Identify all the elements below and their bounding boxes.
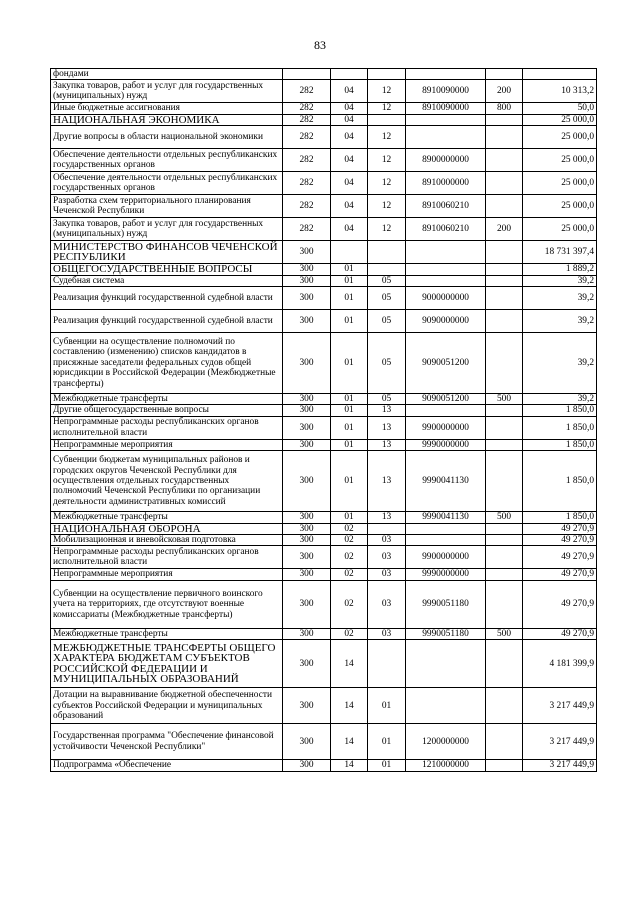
amount-cell: 25 000,0 <box>523 114 597 125</box>
ministry-code-cell: 300 <box>283 569 331 580</box>
page-number: 83 <box>314 38 326 52</box>
target-article-code-cell: 1210000000 <box>406 760 486 771</box>
target-article-code-cell: 9090051200 <box>406 394 486 405</box>
row-name-cell: Непрограммные расходы республиканских органов исполнительной власти <box>51 546 283 569</box>
expense-type-code-cell <box>486 126 523 149</box>
target-article-code-cell: 9990051180 <box>406 580 486 628</box>
row-name-cell: Непрограммные расходы республиканских органов исполнительной власти <box>51 416 283 439</box>
ministry-code-cell: 300 <box>283 241 331 264</box>
target-article-code-cell <box>406 523 486 534</box>
target-article-code-cell <box>406 405 486 416</box>
amount-cell: 25 000,0 <box>523 126 597 149</box>
row-name-cell: Другие вопросы в области национальной экономики <box>51 126 283 149</box>
expense-type-code-cell <box>486 333 523 394</box>
section-code-cell: 04 <box>331 126 368 149</box>
ministry-code-cell: 282 <box>283 114 331 125</box>
amount-cell: 49 270,9 <box>523 546 597 569</box>
expense-type-code-cell <box>486 275 523 286</box>
target-article-code-cell: 9000000000 <box>406 287 486 310</box>
target-article-code-cell: 9990051180 <box>406 628 486 639</box>
row-name-cell: Другие общегосударственные вопросы <box>51 405 283 416</box>
ministry-code-cell: 300 <box>283 688 331 724</box>
subsection-code-cell: 05 <box>368 394 406 405</box>
amount-cell: 3 217 449,9 <box>523 688 597 724</box>
amount-cell: 39,2 <box>523 394 597 405</box>
table-row <box>51 333 597 394</box>
amount-cell: 49 270,9 <box>523 523 597 534</box>
table-row <box>51 546 597 569</box>
amount-cell: 1 850,0 <box>523 512 597 523</box>
amount-cell: 25 000,0 <box>523 172 597 195</box>
subsection-code-cell <box>368 523 406 534</box>
amount-cell <box>523 69 597 80</box>
target-article-code-cell: 9900000000 <box>406 546 486 569</box>
ministry-code-cell: 282 <box>283 126 331 149</box>
row-name-cell: Судебная система <box>51 275 283 286</box>
ministry-code-cell: 300 <box>283 724 331 760</box>
table-row <box>51 172 597 195</box>
subsection-code-cell <box>368 241 406 264</box>
section-code-cell: 04 <box>331 172 368 195</box>
subsection-code-cell: 01 <box>368 688 406 724</box>
ministry-code-cell: 300 <box>283 628 331 639</box>
row-name-cell: Закупка товаров, работ и услуг для государственных (муниципальных) нужд <box>51 218 283 241</box>
subsection-code-cell <box>368 264 406 275</box>
subsection-code-cell: 05 <box>368 275 406 286</box>
section-code-cell: 01 <box>331 310 368 333</box>
row-name-cell: Подпрограмма «Обеспечение <box>51 760 283 771</box>
row-name-cell: Закупка товаров, работ и услуг для государственных (муниципальных) нужд <box>51 80 283 103</box>
section-code-cell: 01 <box>331 439 368 450</box>
amount-cell: 39,2 <box>523 275 597 286</box>
section-code-cell: 02 <box>331 546 368 569</box>
subsection-code-cell: 12 <box>368 149 406 172</box>
ministry-code-cell: 300 <box>283 439 331 450</box>
target-article-code-cell <box>406 264 486 275</box>
expense-type-code-cell <box>486 580 523 628</box>
amount-cell: 1 850,0 <box>523 405 597 416</box>
table-row <box>51 69 597 80</box>
expense-type-code-cell: 500 <box>486 512 523 523</box>
subsection-code-cell: 12 <box>368 172 406 195</box>
row-name-cell: НАЦИОНАЛЬНАЯ ЭКОНОМИКА <box>51 114 283 125</box>
subsection-code-cell: 01 <box>368 724 406 760</box>
amount-cell: 18 731 397,4 <box>523 241 597 264</box>
ministry-code-cell: 300 <box>283 512 331 523</box>
row-name-cell: ОБЩЕГОСУДАРСТВЕННЫЕ ВОПРОСЫ <box>51 264 283 275</box>
section-code-cell: 04 <box>331 195 368 218</box>
table-row <box>51 688 597 724</box>
section-code-cell: 01 <box>331 512 368 523</box>
section-code-cell <box>331 69 368 80</box>
expense-type-code-cell <box>486 149 523 172</box>
row-name-cell: Непрограммные мероприятия <box>51 569 283 580</box>
table-row <box>51 405 597 416</box>
section-code-cell: 01 <box>331 416 368 439</box>
subsection-code-cell <box>368 640 406 688</box>
subsection-code-cell: 03 <box>368 580 406 628</box>
expense-type-code-cell <box>486 416 523 439</box>
amount-cell: 1 850,0 <box>523 416 597 439</box>
table-row <box>51 394 597 405</box>
expense-type-code-cell: 200 <box>486 80 523 103</box>
row-name-cell: Субвенции бюджетам муниципальных районов и городских округов Чеченской Республики для осуществления отдельных государственных полномочий Чеченской Республики по организации деятельности административных комиссий <box>51 451 283 512</box>
section-code-cell: 04 <box>331 103 368 114</box>
table-row <box>51 760 597 771</box>
expense-type-code-cell <box>486 760 523 771</box>
amount-cell: 3 217 449,9 <box>523 724 597 760</box>
table-row <box>51 103 597 114</box>
expense-type-code-cell <box>486 546 523 569</box>
row-name-cell: Дотации на выравнивание бюджетной обеспеченности субъектов Российской Федерации и муниципальных образований <box>51 688 283 724</box>
row-name-cell: Реализация функций государственной судебной власти <box>51 287 283 310</box>
target-article-code-cell <box>406 535 486 546</box>
row-name-cell: Непрограммные мероприятия <box>51 439 283 450</box>
target-article-code-cell: 8910090000 <box>406 103 486 114</box>
target-article-code-cell: 1200000000 <box>406 724 486 760</box>
table-row <box>51 80 597 103</box>
section-code-cell: 04 <box>331 114 368 125</box>
target-article-code-cell <box>406 69 486 80</box>
table-row <box>51 628 597 639</box>
ministry-code-cell: 300 <box>283 535 331 546</box>
amount-cell: 4 181 399,9 <box>523 640 597 688</box>
expense-type-code-cell <box>486 405 523 416</box>
row-name-cell: Обеспечение деятельности отдельных республиканских государственных органов <box>51 172 283 195</box>
target-article-code-cell: 8910060210 <box>406 218 486 241</box>
row-name-cell: Иные бюджетные ассигнования <box>51 103 283 114</box>
amount-cell: 49 270,9 <box>523 569 597 580</box>
subsection-code-cell: 03 <box>368 535 406 546</box>
ministry-code-cell: 300 <box>283 580 331 628</box>
expense-type-code-cell <box>486 114 523 125</box>
target-article-code-cell: 9990041130 <box>406 451 486 512</box>
ministry-code-cell: 300 <box>283 275 331 286</box>
amount-cell: 39,2 <box>523 310 597 333</box>
section-code-cell: 14 <box>331 724 368 760</box>
budget-table <box>50 68 597 772</box>
section-code-cell: 01 <box>331 394 368 405</box>
ministry-code-cell: 300 <box>283 523 331 534</box>
row-name-cell: Реализация функций государственной судебной власти <box>51 310 283 333</box>
expense-type-code-cell <box>486 195 523 218</box>
row-name-cell: Государственная программа "Обеспечение финансовой устойчивости Чеченской Республики" <box>51 724 283 760</box>
table-row <box>51 126 597 149</box>
expense-type-code-cell <box>486 640 523 688</box>
expense-type-code-cell <box>486 535 523 546</box>
amount-cell: 49 270,9 <box>523 628 597 639</box>
expense-type-code-cell <box>486 451 523 512</box>
section-code-cell: 02 <box>331 523 368 534</box>
row-name-cell: НАЦИОНАЛЬНАЯ ОБОРОНА <box>51 523 283 534</box>
expense-type-code-cell <box>486 69 523 80</box>
ministry-code-cell: 282 <box>283 103 331 114</box>
ministry-code-cell: 300 <box>283 760 331 771</box>
section-code-cell: 02 <box>331 569 368 580</box>
subsection-code-cell: 13 <box>368 512 406 523</box>
subsection-code-cell: 12 <box>368 80 406 103</box>
table-row <box>51 724 597 760</box>
table-row <box>51 451 597 512</box>
amount-cell: 49 270,9 <box>523 580 597 628</box>
target-article-code-cell: 9090051200 <box>406 333 486 394</box>
subsection-code-cell: 05 <box>368 333 406 394</box>
ministry-code-cell: 300 <box>283 451 331 512</box>
target-article-code-cell: 8910090000 <box>406 80 486 103</box>
subsection-code-cell: 13 <box>368 405 406 416</box>
target-article-code-cell: 9090000000 <box>406 310 486 333</box>
table-row <box>51 275 597 286</box>
table-row <box>51 569 597 580</box>
target-article-code-cell <box>406 126 486 149</box>
target-article-code-cell: 8900000000 <box>406 149 486 172</box>
row-name-cell: фондами <box>51 69 283 80</box>
subsection-code-cell: 12 <box>368 103 406 114</box>
target-article-code-cell <box>406 241 486 264</box>
table-row <box>51 640 597 688</box>
ministry-code-cell: 300 <box>283 287 331 310</box>
ministry-code-cell <box>283 69 331 80</box>
subsection-code-cell: 03 <box>368 546 406 569</box>
expense-type-code-cell <box>486 688 523 724</box>
expense-type-code-cell <box>486 523 523 534</box>
table-row <box>51 512 597 523</box>
ministry-code-cell: 282 <box>283 80 331 103</box>
expense-type-code-cell: 200 <box>486 218 523 241</box>
target-article-code-cell: 9990000000 <box>406 439 486 450</box>
ministry-code-cell: 300 <box>283 264 331 275</box>
ministry-code-cell: 300 <box>283 405 331 416</box>
amount-cell: 25 000,0 <box>523 149 597 172</box>
row-name-cell: Межбюджетные трансферты <box>51 512 283 523</box>
subsection-code-cell: 13 <box>368 439 406 450</box>
table-row <box>51 287 597 310</box>
subsection-code-cell: 03 <box>368 569 406 580</box>
table-row <box>51 195 597 218</box>
target-article-code-cell <box>406 275 486 286</box>
subsection-code-cell: 13 <box>368 451 406 512</box>
amount-cell: 25 000,0 <box>523 195 597 218</box>
expense-type-code-cell: 500 <box>486 394 523 405</box>
section-code-cell: 02 <box>331 535 368 546</box>
amount-cell: 49 270,9 <box>523 535 597 546</box>
ministry-code-cell: 300 <box>283 640 331 688</box>
subsection-code-cell: 05 <box>368 310 406 333</box>
subsection-code-cell: 12 <box>368 218 406 241</box>
amount-cell: 3 217 449,9 <box>523 760 597 771</box>
table-row <box>51 241 597 264</box>
expense-type-code-cell <box>486 264 523 275</box>
target-article-code-cell: 9990041130 <box>406 512 486 523</box>
target-article-code-cell: 9900000000 <box>406 416 486 439</box>
section-code-cell: 04 <box>331 80 368 103</box>
amount-cell: 10 313,2 <box>523 80 597 103</box>
expense-type-code-cell: 800 <box>486 103 523 114</box>
ministry-code-cell: 300 <box>283 394 331 405</box>
subsection-code-cell <box>368 114 406 125</box>
row-name-cell: Обеспечение деятельности отдельных республиканских государственных органов <box>51 149 283 172</box>
ministry-code-cell: 300 <box>283 333 331 394</box>
ministry-code-cell: 282 <box>283 218 331 241</box>
ministry-code-cell: 300 <box>283 310 331 333</box>
ministry-code-cell: 300 <box>283 416 331 439</box>
section-code-cell: 01 <box>331 451 368 512</box>
section-code-cell: 01 <box>331 287 368 310</box>
table-row <box>51 523 597 534</box>
table-row <box>51 580 597 628</box>
target-article-code-cell: 8910000000 <box>406 172 486 195</box>
ministry-code-cell: 282 <box>283 172 331 195</box>
amount-cell: 50,0 <box>523 103 597 114</box>
section-code-cell: 01 <box>331 275 368 286</box>
expense-type-code-cell <box>486 172 523 195</box>
row-name-cell: Межбюджетные трансферты <box>51 628 283 639</box>
table-row <box>51 218 597 241</box>
subsection-code-cell: 12 <box>368 195 406 218</box>
amount-cell: 39,2 <box>523 287 597 310</box>
expense-type-code-cell <box>486 569 523 580</box>
subsection-code-cell: 13 <box>368 416 406 439</box>
amount-cell: 1 889,2 <box>523 264 597 275</box>
section-code-cell <box>331 241 368 264</box>
ministry-code-cell: 282 <box>283 195 331 218</box>
table-row <box>51 264 597 275</box>
target-article-code-cell <box>406 640 486 688</box>
section-code-cell: 01 <box>331 405 368 416</box>
table-row <box>51 310 597 333</box>
section-code-cell: 04 <box>331 218 368 241</box>
row-name-cell: МЕЖБЮДЖЕТНЫЕ ТРАНСФЕРТЫ ОБЩЕГО ХАРАКТЕРА БЮДЖЕТАМ СУБЪЕКТОВ РОССИЙСКОЙ ФЕДЕРАЦИИ И МУНИЦИПАЛЬНЫХ ОБРАЗОВАНИЙ <box>51 640 283 688</box>
expense-type-code-cell: 500 <box>486 628 523 639</box>
ministry-code-cell: 300 <box>283 546 331 569</box>
row-name-cell: Межбюджетные трансферты <box>51 394 283 405</box>
expense-type-code-cell <box>486 439 523 450</box>
section-code-cell: 14 <box>331 640 368 688</box>
subsection-code-cell: 03 <box>368 628 406 639</box>
section-code-cell: 02 <box>331 628 368 639</box>
section-code-cell: 01 <box>331 333 368 394</box>
table-row <box>51 149 597 172</box>
subsection-code-cell: 01 <box>368 760 406 771</box>
row-name-cell: Субвенции на осуществление первичного воинского учета на территориях, где отсутствуют военные комиссариаты (Межбюджетные трансферты) <box>51 580 283 628</box>
table-row <box>51 416 597 439</box>
amount-cell: 25 000,0 <box>523 218 597 241</box>
amount-cell: 39,2 <box>523 333 597 394</box>
subsection-code-cell: 05 <box>368 287 406 310</box>
target-article-code-cell: 9990000000 <box>406 569 486 580</box>
section-code-cell: 04 <box>331 149 368 172</box>
section-code-cell: 02 <box>331 580 368 628</box>
row-name-cell: Разработка схем территориального планирования Чеченской Республики <box>51 195 283 218</box>
section-code-cell: 01 <box>331 264 368 275</box>
amount-cell: 1 850,0 <box>523 439 597 450</box>
row-name-cell: МИНИСТЕРСТВО ФИНАНСОВ ЧЕЧЕНСКОЙ РЕСПУБЛИКИ <box>51 241 283 264</box>
amount-cell: 1 850,0 <box>523 451 597 512</box>
subsection-code-cell: 12 <box>368 126 406 149</box>
row-name-cell: Мобилизационная и вневойсковая подготовка <box>51 535 283 546</box>
table-row <box>51 535 597 546</box>
section-code-cell: 14 <box>331 688 368 724</box>
expense-type-code-cell <box>486 724 523 760</box>
target-article-code-cell: 8910060210 <box>406 195 486 218</box>
expense-type-code-cell <box>486 241 523 264</box>
table-row <box>51 439 597 450</box>
budget-table-body <box>51 69 597 772</box>
expense-type-code-cell <box>486 310 523 333</box>
row-name-cell: Субвенции на осуществление полномочий по составлению (изменению) списков кандидатов в присяжные заседатели федеральных судов общей юрисдикции в Российской Федерации (Межбюджетные трансферты) <box>51 333 283 394</box>
ministry-code-cell: 282 <box>283 149 331 172</box>
target-article-code-cell <box>406 688 486 724</box>
subsection-code-cell <box>368 69 406 80</box>
target-article-code-cell <box>406 114 486 125</box>
section-code-cell: 14 <box>331 760 368 771</box>
table-row <box>51 114 597 125</box>
expense-type-code-cell <box>486 287 523 310</box>
